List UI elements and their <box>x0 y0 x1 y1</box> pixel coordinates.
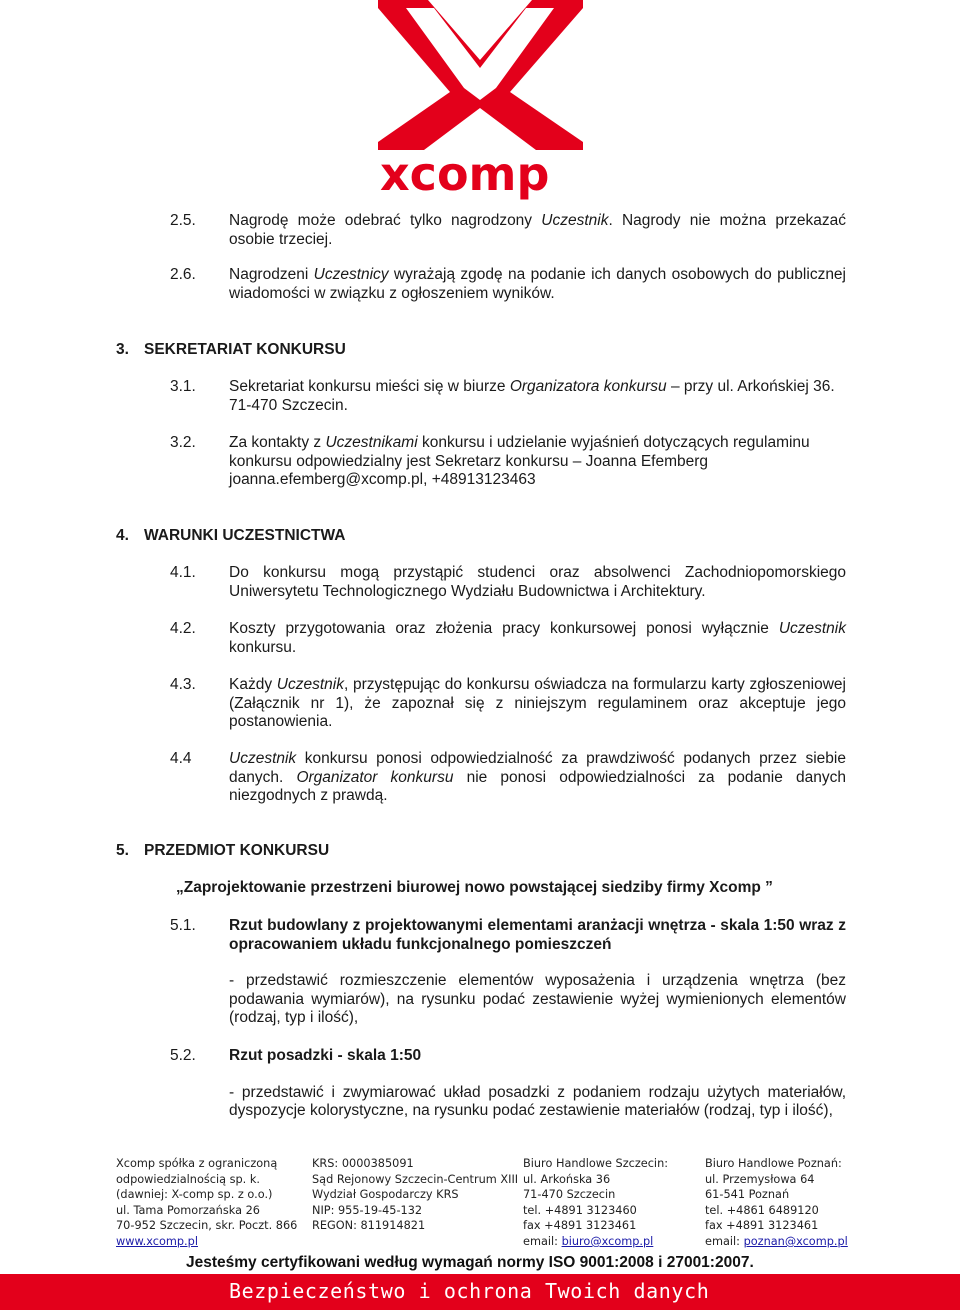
footer-company-column: Xcomp spółka z ograniczoną odpowiedzialnością sp. k. (dawniej: X-comp sp. z o.o.) ul. Tama Pomorzańska 26 70-952 Szczecin, skr. Poczt. 866 www.xcomp.pl <box>116 1157 298 1248</box>
website-link[interactable]: www.xcomp.pl <box>116 1234 198 1248</box>
section-heading-5: 5. PRZEDMIOT KONKURSU <box>116 842 330 859</box>
item-2-6: 2.6. Nagrodzeni Uczestnicy wyrażają zgodę na podanie ich danych osobowych do publicznej wiadomości w związku z ogłoszeniem wyników. <box>170 266 846 302</box>
section-heading-4: 4. WARUNKI UCZESTNICTWA <box>116 527 346 544</box>
item-4-4: 4.4 Uczestnik konkursu ponosi odpowiedzialność za prawdziwość podanych przez siebie danych. Organizator konkursu nie ponosi odpowiedzialności za podanie danych niezgodnych z prawdą. <box>170 750 846 805</box>
item-4-2: 4.2. Koszty przygotowania oraz złożenia pracy konkursowej ponosi wyłącznie Uczestnik konkursu. <box>170 620 846 656</box>
xcomp-logo <box>378 0 583 200</box>
item-title: Rzut budowlany z projektowanymi elementami aranżacji wnętrza - skala 1:50 wraz z opracowaniem układu funkcjonalnego pomieszczeń <box>229 917 846 953</box>
footer-szczecin-office-column: Biuro Handlowe Szczecin: ul. Arkońska 36 71-470 Szczecin tel. +4891 3123460 fax +4891 3123461 email: biuro@xcomp.pl <box>523 1157 669 1248</box>
item-title: Rzut posadzki - skala 1:50 <box>229 1047 422 1064</box>
item-2-5: 2.5. Nagrodę może odebrać tylko nagrodzony Uczestnik. Nagrody nie można przekazać osobie trzeciej. <box>170 212 847 248</box>
competition-subject: „Zaprojektowanie przestrzeni biurowej nowo powstającej siedziby firmy Xcomp ” <box>176 879 773 896</box>
item-4-3: 4.3. Każdy Uczestnik, przystępując do konkursu oświadcza na formularzu karty zgłoszeniowej (Załącznik nr 1), że zapoznał się z niniejszym regulaminem oraz akceptuje jego postanowienia. <box>170 676 846 731</box>
footer-registry-column: KRS: 0000385091 Sąd Rejonowy Szczecin-Centrum XIII Wydział Gospodarczy KRS NIP: 955-19-45-132 REGON: 811914821 <box>312 1157 519 1233</box>
item-number: 4.1. <box>170 564 196 581</box>
item-number: 2.6. <box>170 266 196 283</box>
item-3-2: 3.2. Za kontakty z Uczestnikami konkursu i udzielanie wyjaśnień dotyczących regulaminu konkursu odpowiedzialny jest Sekretarz konkursu – Joanna Efemberg joanna.efemberg@xcomp.pl, +48913123463 <box>170 434 810 489</box>
item-number: 2.5. <box>170 212 196 229</box>
item-number: 4.2. <box>170 620 196 637</box>
poznan-email-link[interactable]: poznan@xcomp.pl <box>743 1234 848 1248</box>
certification-note: Jesteśmy certyfikowani według wymagań normy ISO 9001:2008 i 27001:2007. <box>186 1254 754 1271</box>
item-number: 4.4 <box>170 750 192 767</box>
section-heading-3: 3. SEKRETARIAT KONKURSU <box>116 341 346 358</box>
banner-text: Bezpieczeństwo i ochrona Twoich danych <box>229 1279 710 1303</box>
footer-banner <box>0 1274 960 1310</box>
item-number: 5.1. <box>170 917 196 934</box>
item-text: - przedstawić rozmieszczenie elementów wyposażenia i urządzenia wnętrza (bez podawania wymiarów), na rysunku podać zestawienie wyżej wymienionych elementów (rodzaj, typ i ilość), <box>229 972 846 1027</box>
szczecin-email-link[interactable]: biuro@xcomp.pl <box>561 1234 654 1248</box>
item-number: 5.2. <box>170 1047 196 1064</box>
item-5-1 <box>170 917 846 1028</box>
item-4-1: 4.1. Do konkursu mogą przystąpić studenci oraz absolwenci Zachodniopomorskiego Uniwersytetu Technologicznego Wydziału Budownictwa i Architektury. <box>170 564 846 600</box>
item-number: 3.2. <box>170 434 196 451</box>
item-number: 3.1. <box>170 378 196 395</box>
footer-poznan-office-column: Biuro Handlowe Poznań: ul. Przemysłowa 64 61-541 Poznań tel. +4861 6489120 fax +4891 3123461 email: poznan@xcomp.pl <box>705 1157 848 1248</box>
item-number: 4.3. <box>170 676 196 693</box>
logo-wordmark: xcomp <box>380 147 550 200</box>
item-3-1: 3.1. Sekretariat konkursu mieści się w biurze Organizatora konkursu – przy ul. Arkońskiej 36. 71-470 Szczecin. <box>170 378 835 414</box>
item-text: - przedstawić i zwymiarować układ posadzki z podaniem rodzaju użytych materiałów, dyspozycje kolorystyczne, na rysunku podać zestawienie materiałów (rodzaj, typ i ilość), <box>229 1083 846 1120</box>
item-5-2 <box>170 1047 846 1121</box>
x-mark-icon <box>378 0 583 200</box>
